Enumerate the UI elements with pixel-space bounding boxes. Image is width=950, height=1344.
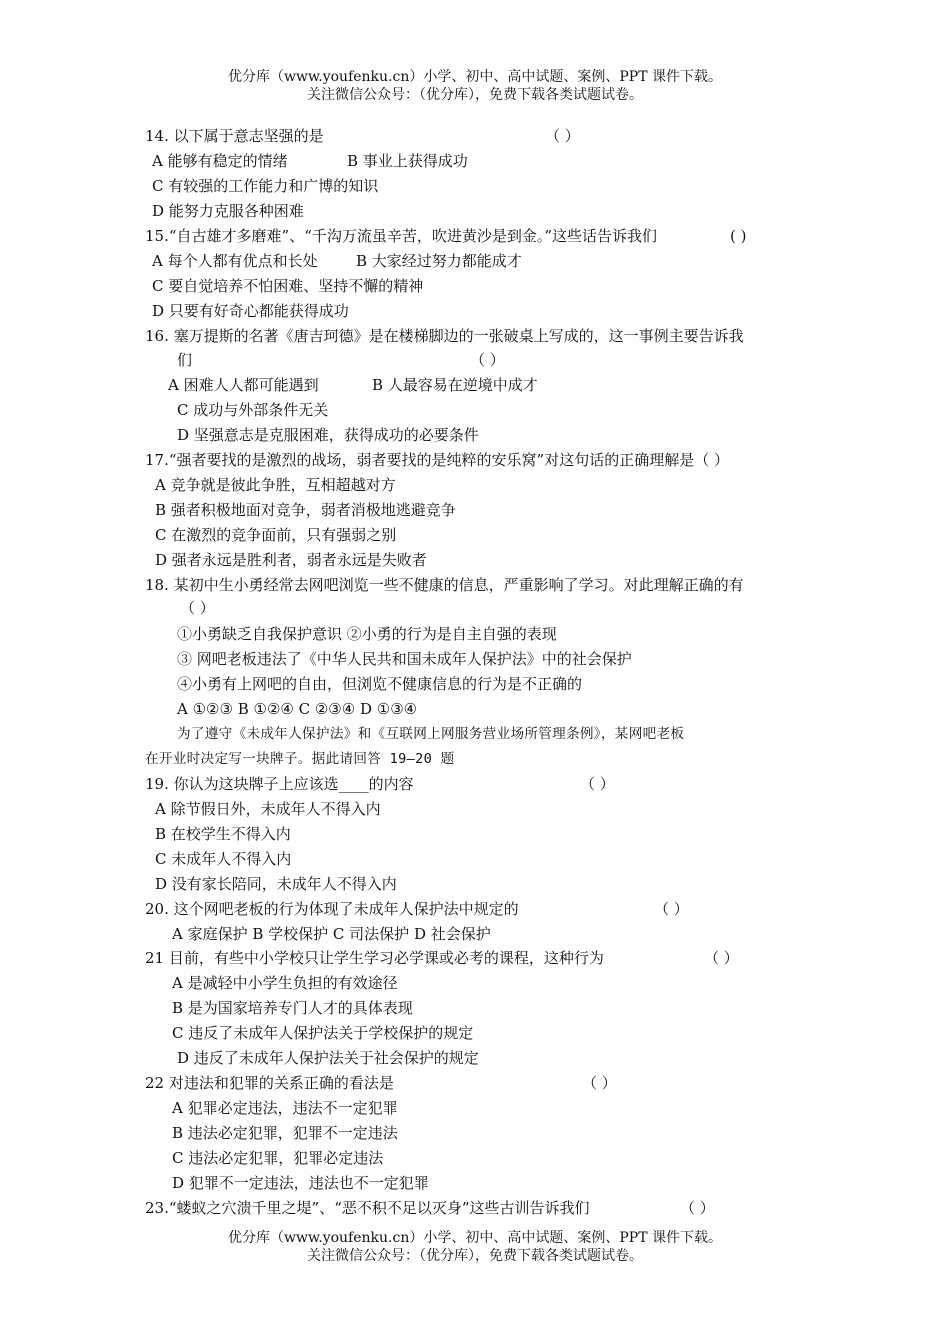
answer-paren: ( ) xyxy=(730,227,747,245)
statement-1-2: ①小勇缺乏自我保护意识 ②小勇的行为是自主自强的表现 xyxy=(177,625,557,643)
question-stem: 22 对违法和犯罪的关系正确的看法是 xyxy=(145,1074,394,1092)
option-c: C 违法必定犯罪，犯罪必定违法 xyxy=(172,1149,384,1167)
question-stem: 18. 某初中生小勇经常去网吧浏览一些不健康的信息，严重影响了学习。对此理解正确的有 xyxy=(145,576,744,594)
answer-paren: （ ） xyxy=(654,900,689,918)
options-row: A ①②③ B ①②④ C ②③④ D ①③④ xyxy=(177,700,418,718)
option-c: C 有较强的工作能力和广博的知识 xyxy=(152,177,379,195)
option-b: B 大家经过努力都能成才 xyxy=(356,252,522,270)
header-line-1: 优分库（www.youfenku.cn）小学、初中、高中试题、案例、PPT 课件下载。 xyxy=(227,69,722,85)
statement-4: ④小勇有上网吧的自由，但浏览不健康信息的行为是不正确的 xyxy=(177,675,583,693)
answer-paren: （ ） xyxy=(180,599,215,617)
option-d: D 犯罪不一定违法，违法也不一定犯罪 xyxy=(172,1174,429,1192)
question-stem: 15.“自古雄才多磨难”、“千沟万流虽辛苦，吹进黄沙是到金。”这些话告诉我们 xyxy=(145,227,658,245)
answer-paren: （ ） xyxy=(545,127,580,145)
question-stem: 17.“强者要找的是激烈的战场，弱者要找的是纯粹的安乐窝”对这句话的正确理解是（ ） xyxy=(145,451,729,469)
question-stem: 19. 你认为这块牌子上应该选____的内容 xyxy=(145,775,414,793)
option-a: A 困难人人都可能遇到 xyxy=(168,376,319,394)
answer-paren: （ ） xyxy=(470,351,505,369)
option-c: C 违反了未成年人保护法关于学校保护的规定 xyxy=(172,1024,474,1042)
answer-paren: （ ） xyxy=(580,775,615,793)
option-b: B 是为国家培养专门人才的具体表现 xyxy=(172,999,413,1017)
option-d: D 没有家长陪同，未成年人不得入内 xyxy=(155,875,397,893)
option-c: C 成功与外部条件无关 xyxy=(177,401,329,419)
header-line-2: 关注微信公众号：（优分库），免费下载各类试题试卷。 xyxy=(307,87,643,103)
question-stem: 14. 以下属于意志坚强的是 xyxy=(145,127,324,145)
option-c: C 未成年人不得入内 xyxy=(155,850,292,868)
option-b: B 违法必定犯罪，犯罪不一定违法 xyxy=(172,1124,398,1142)
answer-paren: （ ） xyxy=(704,949,739,967)
statement-3: ③ 网吧老板违法了《中华人民共和国未成年人保护法》中的社会保护 xyxy=(177,650,632,668)
question-stem-cont: 们 xyxy=(177,351,193,369)
question-stem: 23.“蝼蚁之穴溃千里之堤”、“恶不积不足以灭身”这些古训告诉我们 xyxy=(145,1199,590,1217)
option-c: C 在激烈的竞争面前，只有强弱之别 xyxy=(155,526,397,544)
options-row: A 家庭保护 B 学校保护 C 司法保护 D 社会保护 xyxy=(172,925,491,943)
intro-line-2: 在开业时决定写一块牌子。据此请回答 19—20 题 xyxy=(145,751,455,767)
option-a: A 犯罪必定违法，违法不一定犯罪 xyxy=(172,1099,398,1117)
option-b: B 事业上获得成功 xyxy=(347,152,468,170)
question-stem: 20. 这个网吧老板的行为体现了未成年人保护法中规定的 xyxy=(145,900,519,918)
option-d: D 强者永远是胜利者，弱者永远是失败者 xyxy=(155,551,427,569)
footer-line-2: 关注微信公众号：（优分库），免费下载各类试题试卷。 xyxy=(307,1248,643,1264)
option-a: A 每个人都有优点和长处 xyxy=(152,252,318,270)
intro-line-1: 为了遵守《未成年人保护法》和《互联网上网服务营业场所管理条例》，某网吧老板 xyxy=(177,726,685,742)
option-a: A 除节假日外，未成年人不得入内 xyxy=(155,800,381,818)
option-a: A 是减轻中小学生负担的有效途径 xyxy=(172,974,398,992)
option-d: D 能努力克服各种困难 xyxy=(152,202,304,220)
answer-paren: （ ） xyxy=(582,1074,617,1092)
option-d: D 坚强意志是克服困难，获得成功的必要条件 xyxy=(177,426,479,444)
footer-line-1: 优分库（www.youfenku.cn）小学、初中、高中试题、案例、PPT 课件下载。 xyxy=(227,1230,722,1246)
option-d: D 只要有好奇心都能获得成功 xyxy=(152,302,349,320)
option-d: D 违反了未成年人保护法关于社会保护的规定 xyxy=(177,1049,479,1067)
answer-paren: （ ） xyxy=(680,1199,715,1217)
option-b: B 在校学生不得入内 xyxy=(155,825,291,843)
question-stem: 21 目前，有些中小学校只让学生学习必学课或必考的课程，这种行为 xyxy=(145,949,604,967)
option-a: A 能够有稳定的情绪 xyxy=(152,152,288,170)
option-b: B 人最容易在逆境中成才 xyxy=(372,376,538,394)
question-stem: 16. 塞万提斯的名著《唐吉珂德》是在楼梯脚边的一张破桌上写成的，这一事例主要告诉我 xyxy=(145,327,744,345)
option-c: C 要自觉培养不怕困难、坚持不懈的精神 xyxy=(152,277,424,295)
option-a: A 竞争就是彼此争胜，互相超越对方 xyxy=(155,476,396,494)
option-b: B 强者积极地面对竞争，弱者消极地逃避竞争 xyxy=(155,501,456,519)
